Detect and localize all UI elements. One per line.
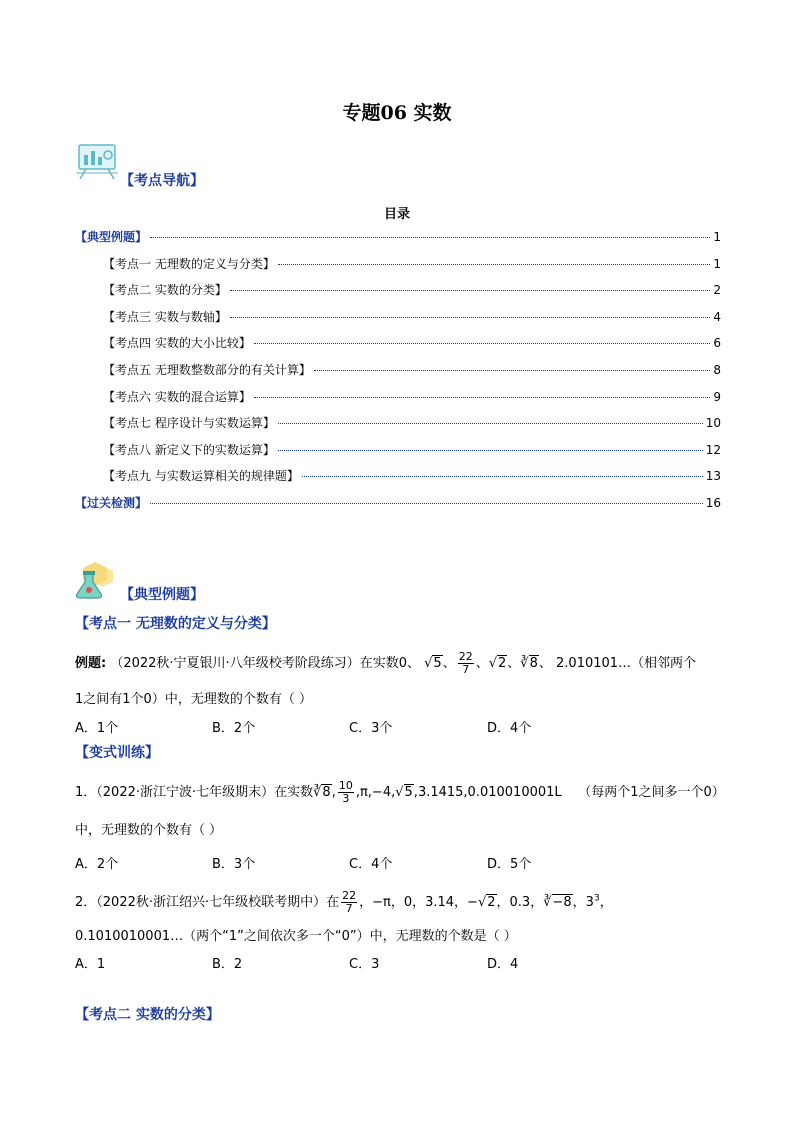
q1-option-a: A．2个 bbox=[75, 857, 119, 872]
toc-entry-label: 【考点二 实数的分类】 bbox=[103, 283, 227, 298]
example-option-a: A．1个 bbox=[75, 721, 119, 736]
toc-leader-dots bbox=[150, 503, 703, 504]
q1-text-c: 中，无理数的个数有（ ） bbox=[75, 823, 223, 838]
example-option-c: C．3个 bbox=[349, 721, 393, 736]
toc-leader-dots bbox=[278, 264, 711, 265]
q2-option-b: B．2 bbox=[212, 957, 243, 972]
section-heading: 【典型例题】 bbox=[120, 587, 204, 603]
variant-heading: 【变式训练】 bbox=[75, 745, 159, 761]
toc-leader-dots bbox=[302, 476, 703, 477]
toc-entry[interactable] bbox=[75, 334, 721, 350]
toc-leader-dots bbox=[254, 343, 711, 344]
presentation-board-icon bbox=[74, 143, 120, 181]
toc-leader-dots bbox=[278, 450, 703, 451]
toc-entry[interactable] bbox=[75, 467, 721, 483]
toc-leader-dots bbox=[278, 423, 703, 424]
q2-option-d: D．4 bbox=[487, 957, 519, 972]
toc-entry-label: 【过关检测】 bbox=[75, 495, 148, 510]
toc-entry-label: 【考点六 实数的混合运算】 bbox=[103, 389, 251, 404]
page-title: 专题06 实数 bbox=[342, 102, 452, 124]
toc-title: 目录 bbox=[383, 207, 410, 222]
table-of-contents bbox=[75, 228, 721, 521]
toc-entry-page: 8 bbox=[713, 362, 721, 377]
toc-leader-dots bbox=[150, 237, 710, 238]
q1-text-b: （每两个1之间多一个0） bbox=[578, 785, 725, 800]
toc-entry-page: 1 bbox=[713, 230, 721, 244]
toc-entry-label: 【考点三 实数与数轴】 bbox=[103, 309, 227, 324]
toc-entry-label: 【考点八 新定义下的实数运算】 bbox=[103, 442, 275, 457]
toc-entry[interactable] bbox=[75, 388, 721, 404]
toc-leader-dots bbox=[254, 397, 711, 398]
toc-entry[interactable] bbox=[75, 228, 721, 244]
q2-text: 2．（2022秋·浙江绍兴·七年级校联考期中）在 $\frac{22}{7}$ ，−π，0，3.14，−√2，0.3，∛−8，$3^3$， bbox=[75, 889, 613, 915]
q2-option-a: A．1 bbox=[75, 957, 106, 972]
example-text: （2022秋·宁夏银川·八年级校考阶段练习）在实数0、 bbox=[110, 656, 420, 671]
flask-icon bbox=[73, 560, 117, 600]
toc-entry[interactable] bbox=[75, 308, 721, 324]
toc-entry-page: 16 bbox=[705, 495, 721, 510]
q1-option-b: B．3个 bbox=[212, 857, 256, 872]
q1-series: 3.1415,0.010010001L bbox=[417, 785, 562, 800]
toc-entry[interactable] bbox=[75, 255, 721, 271]
example-option-d: D．4个 bbox=[487, 721, 532, 736]
example-text-c: 1之间有1个0）中，无理数的个数有（ ） bbox=[75, 692, 312, 707]
nav-heading: 【考点导航】 bbox=[120, 173, 204, 189]
toc-entry[interactable] bbox=[75, 281, 721, 297]
q1-text-a: 1．（2022·浙江宁波·七年级期末）在实数 bbox=[75, 785, 314, 800]
toc-entry-page: 10 bbox=[705, 416, 721, 431]
q1-text: 1．（2022·浙江宁波·七年级期末）在实数∛8, $\frac{10}{3}$ ,π,−4,√5,3.1415,0.010010001L （每两个1之间多一个0） bbox=[75, 779, 725, 805]
toc-entry[interactable] bbox=[75, 494, 721, 510]
example-label: 例题: bbox=[75, 656, 107, 671]
toc-entry[interactable] bbox=[75, 361, 721, 377]
toc-entry-page: 1 bbox=[713, 256, 721, 271]
q2-option-c: C．3 bbox=[349, 957, 380, 972]
toc-entry-page: 13 bbox=[705, 469, 721, 484]
q2-text-a: 2．（2022秋·浙江绍兴·七年级校联考期中）在 bbox=[75, 895, 340, 910]
toc-entry[interactable] bbox=[75, 414, 721, 430]
toc-entry-label: 【考点七 程序设计与实数运算】 bbox=[103, 416, 275, 431]
q1-option-c: C．4个 bbox=[349, 857, 393, 872]
example-question: 例题: （2022秋·宁夏银川·八年级校考阶段练习）在实数0、 √5、 $\frac{22}{7}$ 、√2、∛8、 2.010101…（相邻两个 bbox=[75, 650, 697, 676]
toc-entry[interactable] bbox=[75, 441, 721, 457]
example-text-b: 2.010101…（相邻两个 bbox=[556, 656, 697, 671]
q2-text-b: 0.1010010001…（两个“1”之间依次多一个“0”）中，无理数的个数是（ ） bbox=[75, 929, 517, 944]
toc-leader-dots bbox=[230, 290, 711, 291]
topic2-heading: 【考点二 实数的分类】 bbox=[75, 1007, 220, 1023]
q1-option-d: D．5个 bbox=[487, 857, 532, 872]
toc-entry-page: 9 bbox=[713, 389, 721, 404]
toc-leader-dots bbox=[314, 370, 711, 371]
toc-entry-page: 12 bbox=[705, 442, 721, 457]
example-option-b: B．2个 bbox=[212, 721, 256, 736]
toc-entry-page: 4 bbox=[713, 309, 721, 324]
toc-leader-dots bbox=[230, 317, 711, 318]
topic1-heading: 【考点一 无理数的定义与分类】 bbox=[75, 616, 276, 632]
toc-entry-label: 【考点五 无理数整数部分的有关计算】 bbox=[103, 362, 311, 377]
toc-entry-page: 6 bbox=[713, 336, 721, 351]
toc-entry-label: 【考点一 无理数的定义与分类】 bbox=[103, 256, 275, 271]
toc-entry-label: 【考点四 实数的大小比较】 bbox=[103, 336, 251, 351]
toc-entry-page: 2 bbox=[713, 283, 721, 298]
toc-entry-label: 【典型例题】 bbox=[75, 230, 148, 244]
toc-entry-label: 【考点九 与实数运算相关的规律题】 bbox=[103, 469, 299, 484]
